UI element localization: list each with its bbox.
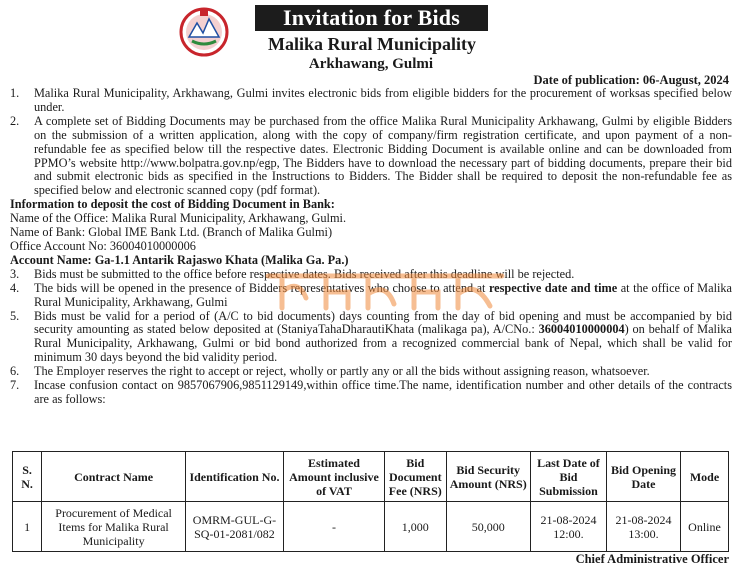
signature-title: Chief Administrative Officer <box>575 552 729 566</box>
item-number: 1. <box>10 86 20 100</box>
item-text-a: The bids will be opened in the presence of Bidders representatives who choose to attend at <box>34 280 489 295</box>
table-cell: - <box>283 502 384 552</box>
item-text-b: ) on behalf of Malika Rural Municipality, Arkhawang, Gulmi or bid bond authorized from a recognized commercial bank of Nepal, which shall be valid for minimum 30 days beyond the bid validity period. <box>34 322 732 365</box>
table-cell: OMRM-GUL-G-SQ-01-2081/082 <box>185 502 283 552</box>
item-text: The Employer reserves the right to accept or reject, wholly or partly any or all the bids without assigning reason, whatsoever. <box>34 364 650 379</box>
table-cell: Online <box>680 502 728 552</box>
table-row <box>13 502 729 552</box>
table-cell: 21-08-2024 12:00. <box>530 502 606 552</box>
table-cell: Procurement of Medical Items for Malika Rural Municipality <box>42 502 186 552</box>
table-cell: 1 <box>13 502 42 552</box>
table-cell: 21-08-2024 13:00. <box>607 502 681 552</box>
list-item <box>10 282 732 310</box>
column-header: Estimated Amount inclusive of VAT <box>283 452 384 502</box>
contracts-table <box>12 451 729 552</box>
bank-name: Name of Bank: Global IME Bank Ltd. (Branch of Malika Gulmi) <box>10 225 333 240</box>
office-account-no: Office Account No: 36004010000006 <box>10 238 196 253</box>
column-header: Identification No. <box>185 452 283 502</box>
publication-date: Date of publication: 06-August, 2024 <box>533 73 729 87</box>
item-text <box>34 282 732 310</box>
column-header: Bid Document Fee (NRS) <box>385 452 446 502</box>
item-number: 4. <box>10 280 20 295</box>
table-cell: 1,000 <box>385 502 446 552</box>
item-number: 5. <box>10 308 20 323</box>
office-name: Name of the Office: Malika Rural Municipality, Arkhawang, Gulmi. <box>10 211 347 226</box>
nepal-emblem-icon <box>179 7 229 57</box>
list-item <box>10 365 732 379</box>
item-text: Incase confusion contact on 9857067906,9851129149,within office time.The name, identification number and other details of the contracts are as follows: <box>34 378 732 406</box>
bank-info-heading: Information to deposit the cost of Bidding Document in Bank: <box>10 197 335 212</box>
list-item <box>10 379 732 407</box>
item-number: 2. <box>10 113 20 128</box>
item-text: A complete set of Bidding Documents may be purchased from the office Malika Rural Municipality Arkhawang, Gulmi by eligible Bidders on the submission of a written application, along with the copy of company/firm registration certificate, and upon payment of a non-refundable fee as specified below till the respective dates. Electronic Bidding Document is available online and can be downloaded from PPMO’s website http://www.bolpatra.gov.np/egp, The Bidders have to download the necessary part of bidding documents, prepare their bid and submit electronic bids as specified in the Instructions to Bidders. The Bidder shall be required to deposit the non-refundable fee as specified below and electronic scanned copy (pdf format). <box>34 113 732 198</box>
item-number: 7. <box>10 378 20 393</box>
bank-info <box>10 198 732 268</box>
column-header: Bid Security Amount (NRS) <box>446 452 530 502</box>
item-number: 3. <box>10 266 20 281</box>
list-item <box>10 115 732 198</box>
municipality-name: Malika Rural Municipality <box>267 34 476 54</box>
column-header: Bid Opening Date <box>607 452 681 502</box>
table-header-row <box>13 452 729 502</box>
item-text <box>34 310 732 366</box>
item-text: Bids must be submitted to the office before respective dates. Bids received after this deadline will be rejected. <box>34 266 575 281</box>
column-header: Last Date of Bid Submission <box>530 452 606 502</box>
notice-body <box>10 87 732 407</box>
column-header: Contract Name <box>42 452 186 502</box>
account-name: Account Name: Ga-1.1 Antarik Rajaswo Khata (Malika Ga. Pa.) <box>10 252 349 267</box>
list-item <box>10 268 732 282</box>
column-header: Mode <box>680 452 728 502</box>
item-text-bold: respective date and time <box>488 280 618 295</box>
page-title: Invitation for Bids <box>255 5 488 31</box>
list-item <box>10 310 732 366</box>
item-text-bold: 36004010000004 <box>538 322 625 337</box>
table-cell: 50,000 <box>446 502 530 552</box>
municipality-address: Arkhawang, Gulmi <box>308 56 434 72</box>
column-header: S. N. <box>13 452 42 502</box>
item-text-b: at the office of Malika Rural Municipality, Arkhawang, Gulmi <box>34 280 733 309</box>
item-number: 6. <box>10 364 20 379</box>
item-text: Malika Rural Municipality, Arkhawang, Gulmi invites electronic bids from eligible bidders for the procurement of worksas specified below under. <box>34 86 732 114</box>
item-text-a: Bids must be valid for a period of (A/C to bid documents) days counting from the day of bid opening and must be accompanied by bid security amounting as stated below deposited at (StaniyaTahaDharautiKhata (malikaga pa), A/CNo.: <box>34 308 732 337</box>
list-item <box>10 87 732 115</box>
